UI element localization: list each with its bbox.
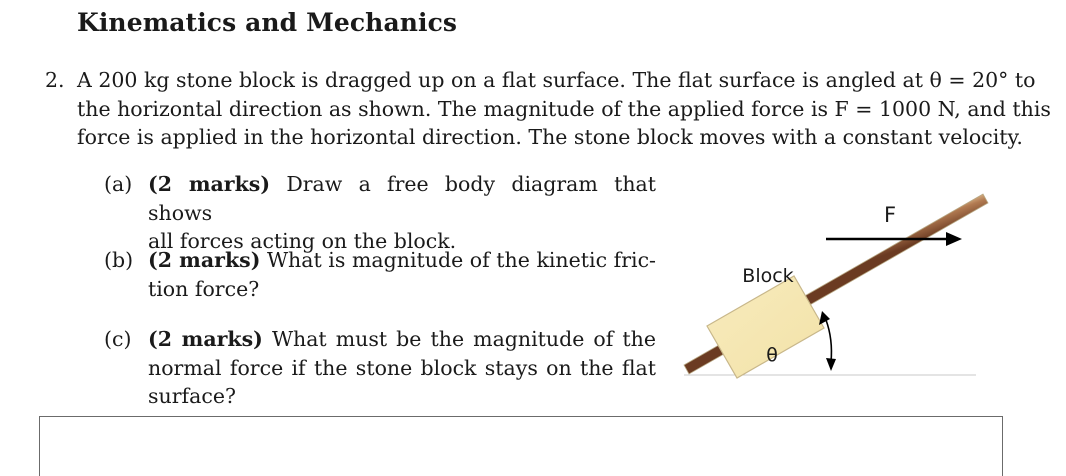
question-text bbox=[77, 66, 1051, 152]
part-line: normal force if the stone block stays on the flat bbox=[148, 355, 656, 380]
question-number: 2. bbox=[45, 68, 65, 92]
part-text bbox=[148, 325, 656, 411]
part-label: (a) bbox=[104, 172, 133, 196]
question-2 bbox=[45, 66, 1051, 152]
part-c bbox=[104, 325, 656, 411]
angle-label: θ bbox=[766, 344, 778, 366]
part-line-text: What is magnitude of the kinetic fric- bbox=[266, 248, 656, 272]
section-title: Kinematics and Mechanics bbox=[77, 8, 458, 37]
force-arrowhead-icon bbox=[946, 232, 962, 246]
force-label: F bbox=[883, 203, 897, 227]
angle-arrowhead-down-icon bbox=[826, 358, 836, 371]
part-label: (b) bbox=[104, 248, 134, 272]
part-line bbox=[148, 170, 656, 227]
marks: (2 marks) bbox=[148, 172, 271, 196]
part-a bbox=[104, 170, 656, 256]
part-text bbox=[148, 170, 656, 256]
answer-box[interactable] bbox=[39, 416, 1003, 476]
part-b bbox=[104, 246, 656, 303]
marks: (2 marks) bbox=[148, 248, 261, 272]
question-line: A 200 kg stone block is dragged up on a flat surface. The flat surface is angled at θ = 20° to bbox=[77, 68, 1036, 92]
part-line-text: What must be the magnitude of the bbox=[271, 327, 656, 351]
part-label: (c) bbox=[104, 327, 132, 351]
question-line: force is applied in the horizontal direction. The stone block moves with a constant velocity. bbox=[77, 125, 1023, 149]
angle-arrowhead-up-icon bbox=[819, 311, 830, 325]
part-line: surface? bbox=[148, 384, 236, 408]
angle-arc bbox=[826, 320, 831, 362]
part-text bbox=[148, 246, 656, 303]
part-line bbox=[148, 325, 656, 354]
part-line bbox=[148, 246, 656, 275]
marks: (2 marks) bbox=[148, 327, 263, 351]
incline-figure bbox=[676, 186, 1002, 386]
part-line-text: Draw a free body diagram that shows bbox=[148, 172, 656, 225]
incline-diagram bbox=[676, 186, 1002, 386]
question-line: the horizontal direction as shown. The magnitude of the applied force is F = 1000 N, and this bbox=[77, 96, 1051, 121]
block-label: Block bbox=[742, 265, 794, 287]
part-line: tion force? bbox=[148, 276, 260, 301]
part-line: all forces acting on the block. bbox=[148, 229, 457, 253]
